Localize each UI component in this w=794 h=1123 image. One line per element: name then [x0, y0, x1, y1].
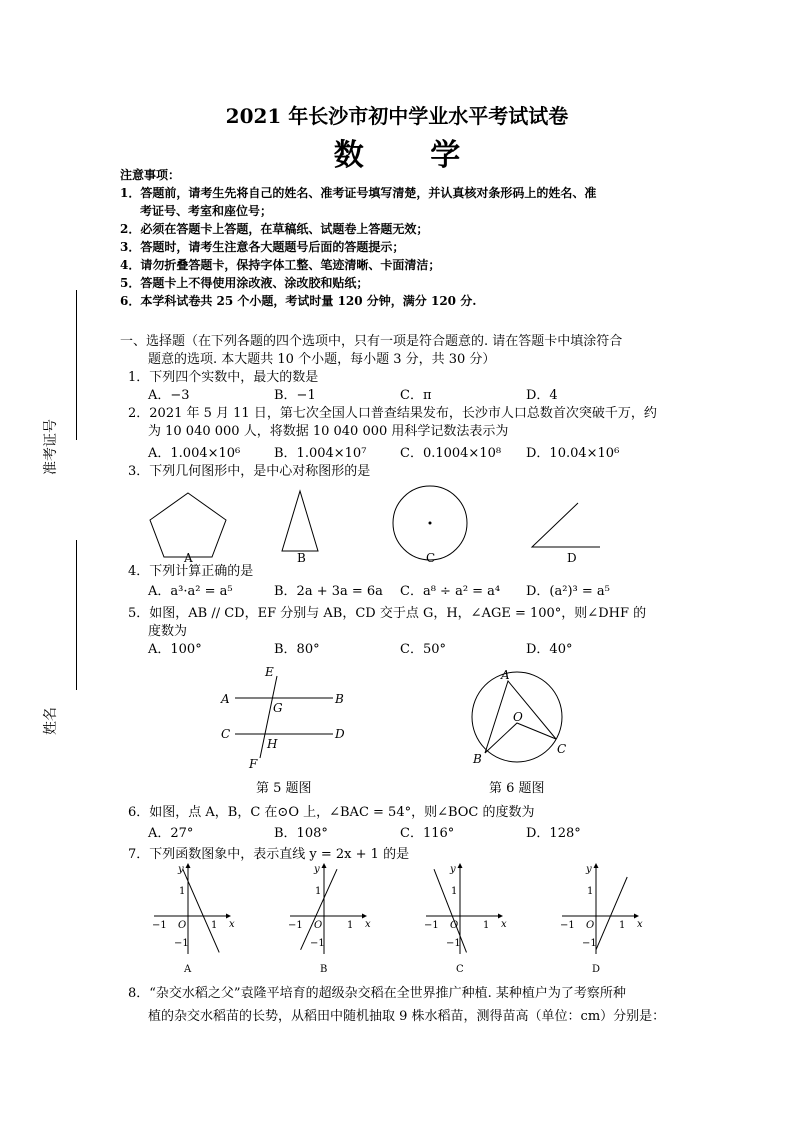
q5-option-c: C．50° [400, 642, 446, 657]
label-a: A [501, 668, 510, 682]
origin-label: O [178, 920, 187, 931]
notice-item: 2．必须在答题卡上答题，在草稿纸、试题卷上答题无效； [120, 222, 429, 236]
q6-option-a: A．27° [148, 826, 194, 841]
q1-option-b: B．−1 [274, 388, 316, 403]
q5-option-a: A．100° [148, 642, 202, 657]
graph-option-label: C [456, 964, 464, 975]
notice-heading: 注意事项： [120, 168, 181, 182]
question-1-stem: 1．下列四个实数中，最大的数是 [128, 370, 319, 385]
question-3-stem: 3．下列几何图形中，是中心对称图形的是 [128, 464, 371, 479]
graph-option-label: A [184, 964, 192, 975]
q1-option-c: C．π [400, 388, 432, 403]
label-a: A [221, 692, 230, 706]
x-axis-arrow [362, 914, 367, 919]
tick-label-y-neg1: −1 [310, 938, 325, 949]
notice-item: 4．请勿折叠答题卡，保持字体工整、笔迹清晰、卡面清洁； [120, 258, 441, 272]
q5-option-b: B．80° [274, 642, 320, 657]
q2-option-d: D．10.04×10⁶ [526, 446, 620, 461]
graph-option-label: B [320, 964, 328, 975]
tick-label-x-neg1: −1 [560, 920, 575, 931]
q6-option-d: D．128° [526, 826, 581, 841]
q1-option-a: A．−3 [148, 388, 190, 403]
label-b: B [335, 692, 344, 706]
name-label: 姓名 [43, 707, 59, 735]
origin-label: O [586, 920, 595, 931]
y-axis-label: y [586, 864, 592, 875]
figure-5 [215, 662, 355, 772]
label-b: B [473, 752, 482, 766]
figure-6-caption: 第 6 题图 [489, 781, 545, 796]
q3-label-b: B [297, 551, 306, 565]
label-g: G [273, 701, 283, 715]
margin-line-top [76, 290, 77, 440]
q4-option-d: D．(a²)³ = a⁵ [526, 584, 610, 599]
radii-bo-oc [485, 723, 556, 753]
angle-figure [532, 503, 600, 547]
x-axis-label: x [501, 919, 507, 930]
figure-6 [465, 665, 575, 775]
q1-option-d: D．4 [526, 388, 558, 403]
label-f: F [249, 757, 258, 771]
tick-label-x-1: 1 [211, 920, 218, 931]
tick-label-x-1: 1 [619, 920, 626, 931]
q5-option-d: D．40° [526, 642, 573, 657]
tick-label-x-neg1: −1 [424, 920, 439, 931]
section-heading-cont: 题意的选项. 本大题共 10 个小题，每小题 3 分，共 30 分） [148, 352, 496, 367]
tick-label-x-neg1: −1 [288, 920, 303, 931]
label-c: C [221, 727, 231, 741]
tick-label-y-1: 1 [451, 886, 458, 897]
y-axis-arrow [322, 863, 327, 868]
circle-center-dot [429, 522, 432, 525]
y-axis-label: y [178, 864, 184, 875]
x-axis-arrow [498, 914, 503, 919]
exam-title: 2021 年长沙市初中学业水平考试试卷 [225, 104, 569, 128]
tick-label-y-1: 1 [587, 886, 594, 897]
tick-label-x-neg1: −1 [152, 920, 167, 931]
notice-item: 5．答题卡上不得使用涂改液、涂改胶和贴纸； [120, 276, 369, 290]
label-o: O [513, 710, 523, 724]
tick-label-x-1: 1 [483, 920, 490, 931]
notice-item: 1．答题前，请考生先将自己的姓名、准考证号填写清楚，并认真核对条形码上的姓名、准 [120, 186, 597, 200]
q7-graphs [140, 858, 660, 978]
origin-label: O [450, 920, 459, 931]
tick-label-y-1: 1 [315, 886, 322, 897]
x-axis-label: x [229, 919, 235, 930]
q2-option-a: A．1.004×10⁶ [148, 446, 241, 461]
function-line [596, 877, 627, 950]
q4-option-a: A．a³·a² = a⁵ [148, 584, 233, 599]
q3-figures [140, 485, 600, 565]
isosceles-triangle-figure [282, 491, 318, 551]
q3-label-d: D [567, 551, 577, 565]
question-2-stem: 2．2021 年 5 月 11 日，第七次全国人口普查结果发布，长沙市人口总数首次突破千万，约 [128, 406, 657, 421]
y-axis-label: y [450, 864, 456, 875]
q4-option-c: C．a⁸ ÷ a² = a⁴ [400, 584, 501, 599]
question-4-stem: 4．下列计算正确的是 [128, 564, 254, 579]
section-heading: 一、选择题（在下列各题的四个选项中，只有一项是符合题意的. 请在答题卡中填涂符合 [120, 334, 623, 349]
figure-5-caption: 第 5 题图 [256, 781, 312, 796]
q3-label-c: C [426, 551, 436, 565]
label-c: C [557, 742, 567, 756]
y-axis-arrow [186, 863, 191, 868]
question-8-line1: 8．“杂交水稻之父”袁隆平培育的超级杂交稻在全世界推广种植. 某种植户为了考察所种 [128, 986, 626, 1001]
x-axis-label: x [637, 919, 643, 930]
tick-label-x-1: 1 [347, 920, 354, 931]
x-axis-label: x [365, 919, 371, 930]
pentagon-figure [150, 493, 226, 557]
subject-title: 数 学 [333, 138, 489, 173]
tick-label-y-1: 1 [179, 886, 186, 897]
q2-option-b: B．1.004×10⁷ [274, 446, 367, 461]
q2-option-c: C．0.1004×10⁸ [400, 446, 502, 461]
y-axis-label: y [314, 864, 320, 875]
y-axis-arrow [458, 863, 463, 868]
tick-label-y-neg1: −1 [446, 938, 461, 949]
graph-option-label: D [592, 964, 601, 975]
question-7-stem: 7．下列函数图象中，表示直线 y = 2x + 1 的是 [128, 847, 410, 862]
notice-item: 6．本学科试卷共 25 个小题，考试时量 120 分钟，满分 120 分. [120, 294, 477, 308]
margin-line-mid [76, 540, 77, 690]
question-8-line2: 植的杂交水稻苗的长势，从稻田中随机抽取 9 株水稻苗，测得苗高（单位：cm）分别是： [148, 1009, 666, 1024]
tick-label-y-neg1: −1 [582, 938, 597, 949]
question-5-stem: 5．如图，AB // CD，EF 分别与 AB，CD 交于点 G，H，∠AGE = 100°，则∠DHF 的 [128, 606, 647, 621]
q6-option-c: C．116° [400, 826, 455, 841]
origin-label: O [314, 920, 323, 931]
label-d: D [335, 727, 345, 741]
q3-label-a: A [184, 551, 193, 565]
exam-id-label: 准考证号 [43, 419, 59, 475]
question-6-stem: 6．如图，点 A，B，C 在⊙O 上，∠BAC = 54°，则∠BOC 的度数为 [128, 805, 535, 820]
notice-item: 考证号、考室和座位号； [140, 204, 273, 218]
x-axis-arrow [634, 914, 639, 919]
question-5-stem-cont: 度数为 [148, 624, 188, 639]
notice-item: 3．答题时，请考生注意各大题题号后面的答题提示； [120, 240, 405, 254]
label-h: H [267, 737, 278, 751]
tick-label-y-neg1: −1 [174, 938, 189, 949]
x-axis-arrow [226, 914, 231, 919]
question-2-stem-cont: 为 10 040 000 人，将数据 10 040 000 用科学记数法表示为 [148, 424, 509, 439]
label-e: E [265, 665, 274, 679]
y-axis-arrow [594, 863, 599, 868]
q4-option-b: B．2a + 3a = 6a [274, 584, 383, 599]
q6-option-b: B．108° [274, 826, 328, 841]
